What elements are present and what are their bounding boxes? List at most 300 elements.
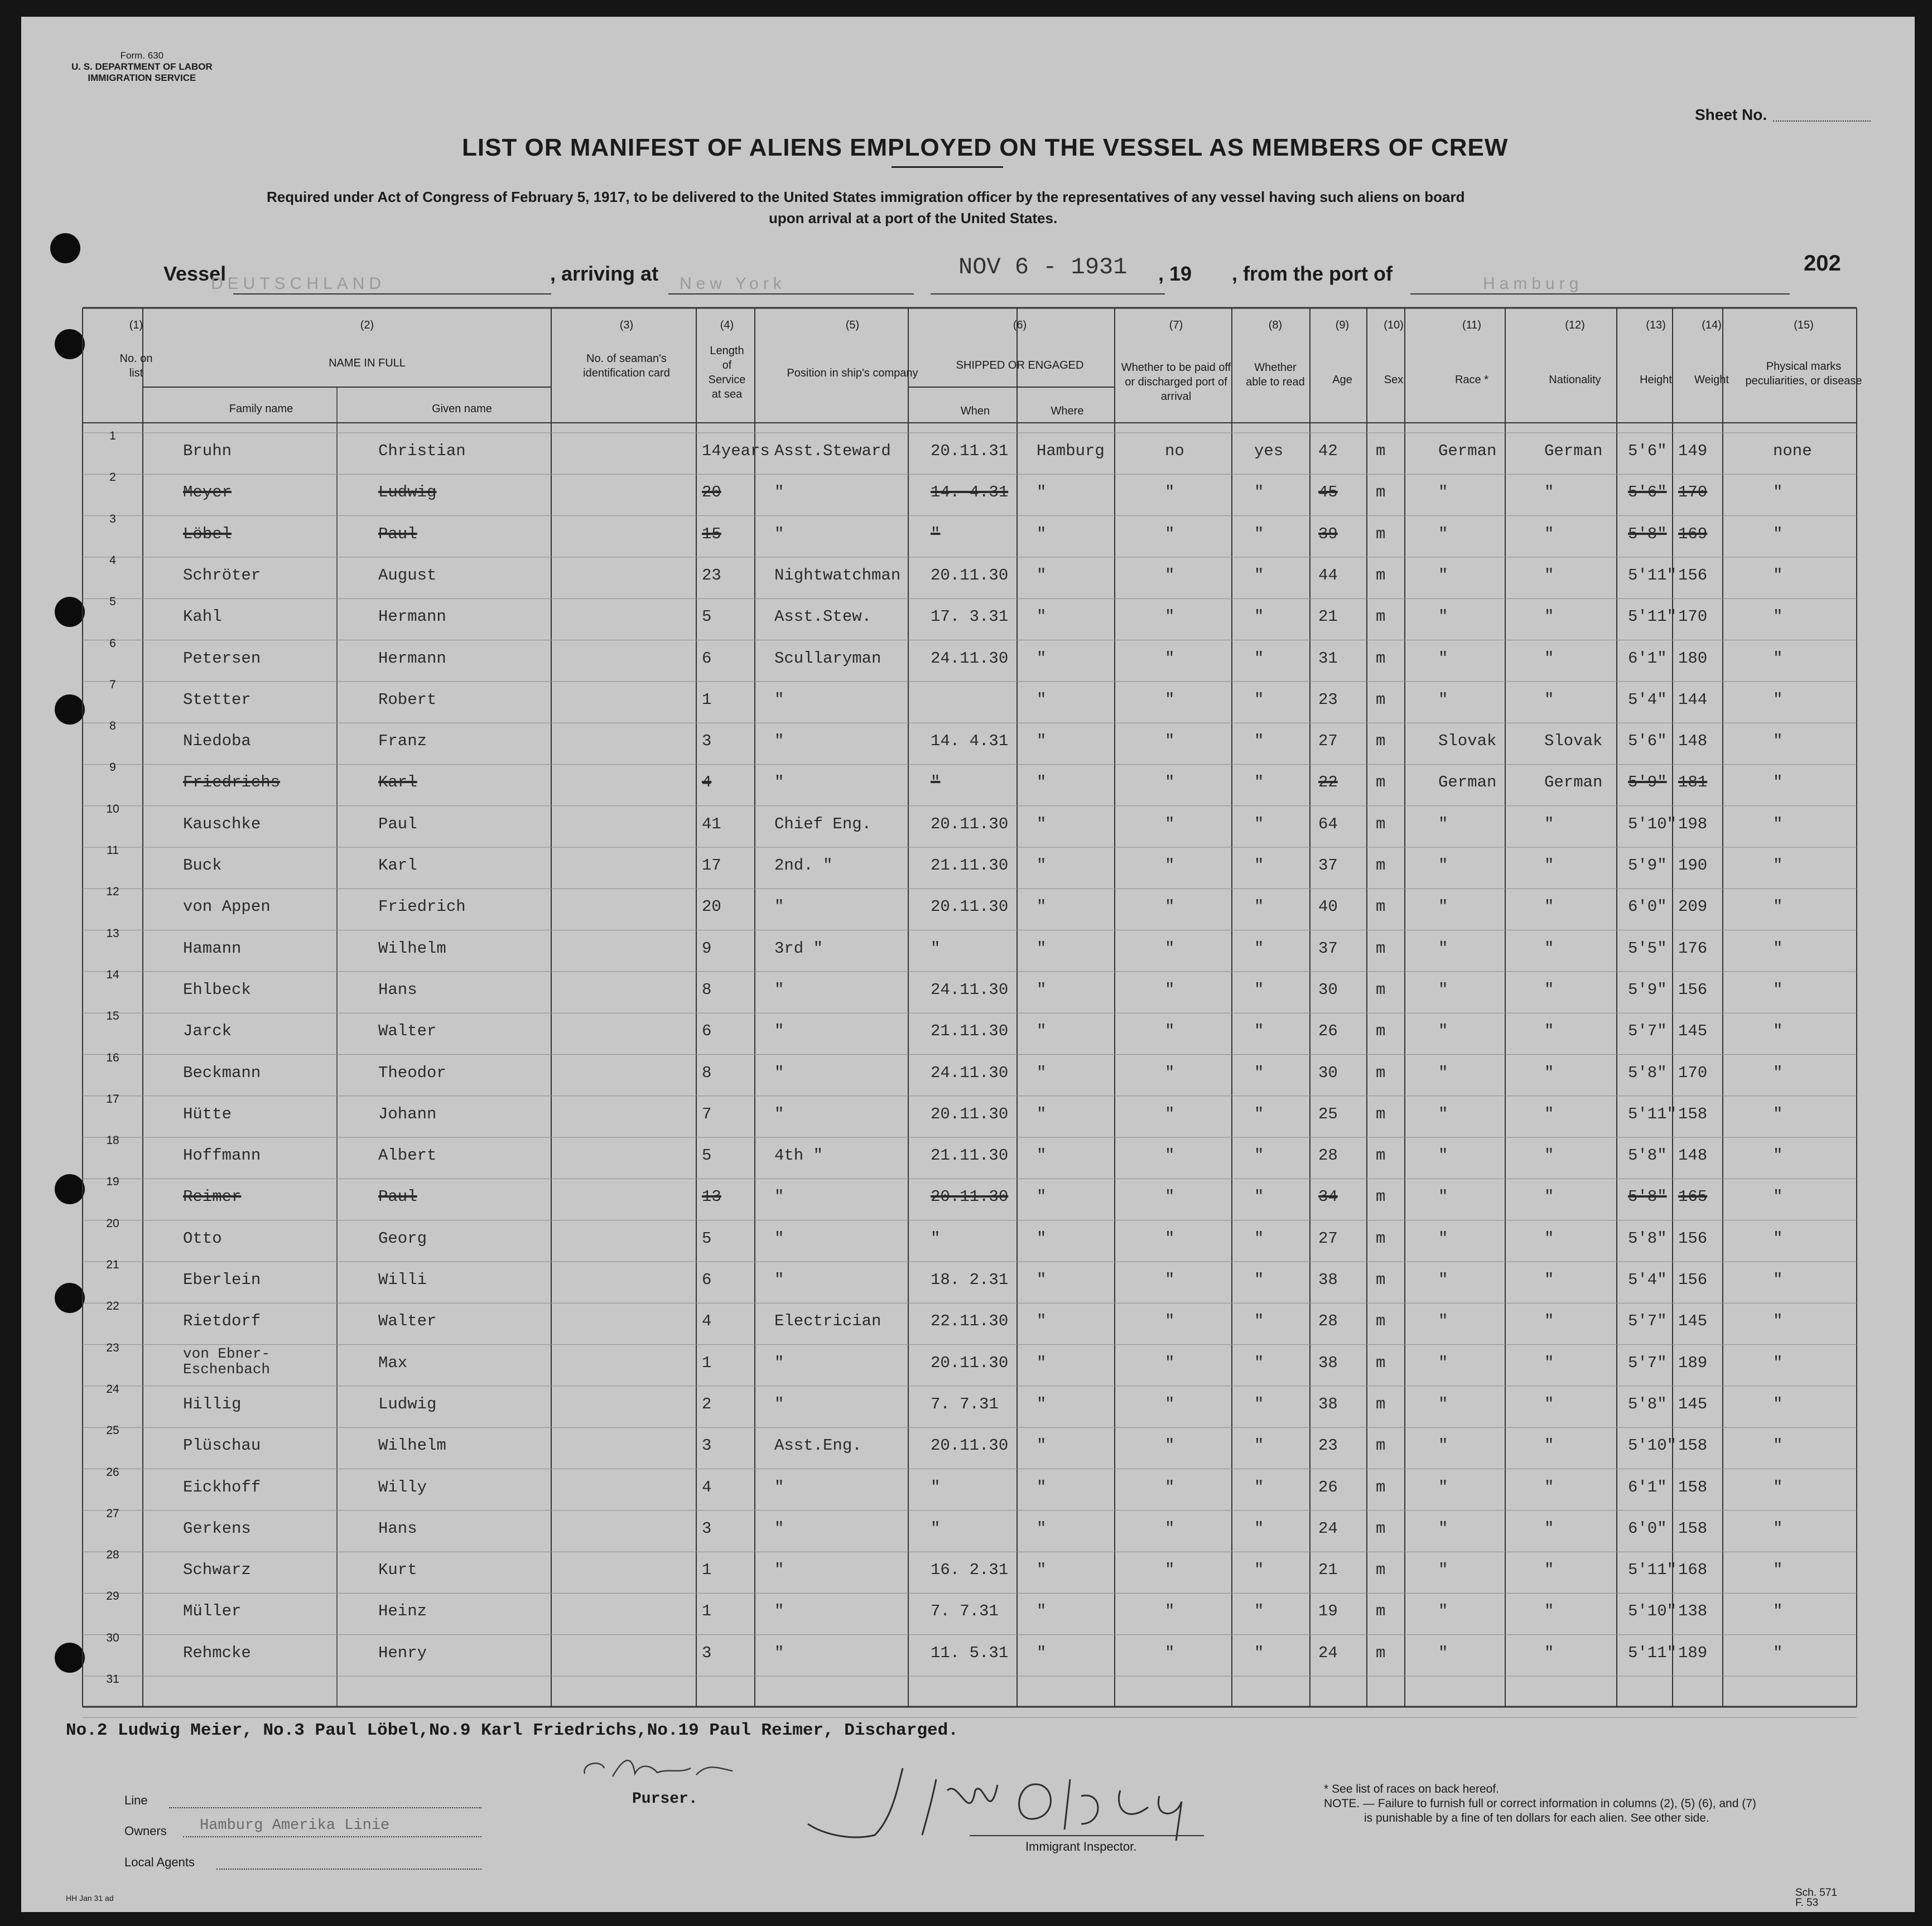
nationality-cell: ": [1544, 1146, 1554, 1165]
shipped-when-cell: ": [931, 524, 941, 543]
shipped-where-cell: ": [1037, 690, 1047, 709]
nationality-cell: ": [1544, 814, 1554, 833]
col-sex-header: Sex: [1384, 374, 1404, 386]
schedule-form: F. 53: [1795, 1897, 1819, 1909]
given-name-cell: Hermann: [378, 649, 446, 668]
year-label: , 19: [1158, 262, 1192, 285]
race-cell: ": [1438, 1104, 1448, 1123]
shipped-where-cell: ": [1037, 980, 1047, 999]
position-cell: ": [774, 1643, 784, 1662]
requirement-text: Required under Act of Congress of February 5, 1917, to be delivered to the United States immigration officer by the representatives of any vessel having such aliens on board: [267, 189, 1465, 205]
height-cell: 5'9": [1628, 980, 1667, 999]
sex-cell: m: [1376, 442, 1386, 460]
height-cell: 5'10": [1628, 1436, 1677, 1455]
height-cell: 5'6": [1628, 732, 1667, 751]
given-name-cell: Kurt: [378, 1561, 417, 1580]
nationality-cell: German: [1544, 773, 1603, 792]
family-name-cell: Kauschke: [183, 814, 261, 833]
table-row: [21, 761, 1915, 805]
paid-off-cell: ": [1165, 1104, 1175, 1123]
weight-cell: 170: [1678, 483, 1708, 502]
table-row: [21, 1175, 1915, 1220]
row-number-cell: 22: [106, 1300, 119, 1313]
physical-marks-cell: ": [1773, 483, 1783, 502]
height-cell: 5'6": [1628, 442, 1667, 460]
row-number-cell: 31: [106, 1673, 119, 1686]
table-row: [21, 1631, 1915, 1676]
family-name-cell: Otto: [183, 1229, 222, 1248]
position-cell: ": [774, 1394, 784, 1413]
position-cell: ": [774, 1104, 784, 1123]
physical-marks-cell: ": [1773, 649, 1783, 668]
position-cell: 4th ": [774, 1146, 823, 1165]
sex-cell: m: [1376, 690, 1386, 709]
given-name-cell: Max: [378, 1353, 408, 1372]
nationality-cell: ": [1544, 1478, 1554, 1497]
weight-cell: 156: [1678, 980, 1708, 999]
family-name-cell: Hoffmann: [183, 1146, 261, 1165]
given-name-cell: Willi: [378, 1271, 427, 1289]
able-to-read-cell: ": [1254, 814, 1264, 833]
family-name-cell: Schwarz: [183, 1561, 251, 1580]
table-row: [21, 1465, 1915, 1510]
able-to-read-cell: ": [1254, 690, 1264, 709]
col-position-header: Position in ship's company: [787, 367, 918, 379]
shipped-where-cell: ": [1037, 1353, 1047, 1372]
height-cell: 5'4": [1628, 1271, 1667, 1289]
race-cell: ": [1438, 1146, 1448, 1165]
height-cell: 5'7": [1628, 1312, 1667, 1331]
sex-cell: m: [1376, 897, 1386, 916]
length-of-service-cell: 1: [702, 1602, 712, 1621]
family-name-cell: Gerkens: [183, 1519, 251, 1538]
position-cell: ": [774, 1602, 784, 1621]
race-cell: ": [1438, 1271, 1448, 1289]
nationality-cell: ": [1544, 1022, 1554, 1041]
physical-marks-cell: ": [1773, 1519, 1783, 1538]
manifest-sheet: [21, 17, 1915, 1912]
physical-marks-cell: ": [1773, 1063, 1783, 1082]
position-cell: Asst.Eng.: [774, 1436, 862, 1455]
paid-off-cell: ": [1165, 856, 1175, 875]
position-cell: ": [774, 732, 784, 751]
length-of-service-cell: 6: [702, 1271, 712, 1289]
length-of-service-cell: 3: [702, 1519, 712, 1538]
position-cell: ": [774, 690, 784, 709]
height-cell: 5'11": [1628, 1561, 1677, 1580]
height-cell: 5'8": [1628, 1229, 1667, 1248]
height-cell: 5'9": [1628, 856, 1667, 875]
shipped-where-cell: ": [1037, 1643, 1047, 1662]
physical-marks-cell: ": [1773, 1146, 1783, 1165]
age-cell: 24: [1318, 1643, 1338, 1662]
shipped-when-cell: 11. 5.31: [931, 1643, 1009, 1662]
able-to-read-cell: ": [1254, 1146, 1264, 1165]
physical-marks-cell: ": [1773, 1602, 1783, 1621]
age-cell: 23: [1318, 690, 1338, 709]
nationality-cell: ": [1544, 607, 1554, 626]
height-cell: 5'6": [1628, 483, 1667, 502]
race-cell: ": [1438, 524, 1448, 543]
paid-off-cell: ": [1165, 1312, 1175, 1331]
shipped-where-cell: ": [1037, 939, 1047, 958]
sex-cell: m: [1376, 1394, 1386, 1413]
physical-marks-cell: ": [1773, 1312, 1783, 1331]
shipped-where-cell: ": [1037, 773, 1047, 792]
col10-number: (10): [1384, 319, 1404, 331]
table-row: [21, 1673, 1915, 1717]
shipped-when-cell: 21.11.30: [931, 1146, 1009, 1165]
family-name-cell: Rehmcke: [183, 1643, 251, 1662]
shipped-when-cell: 24.11.30: [931, 980, 1009, 999]
position-cell: ": [774, 773, 784, 792]
col-paid-off-header: Whether to be paid off or discharged port of arrival: [1121, 361, 1231, 403]
given-name-cell: Walter: [378, 1022, 437, 1041]
nationality-cell: ": [1544, 1643, 1554, 1662]
weight-cell: 169: [1678, 524, 1708, 543]
shipped-when-cell: 14. 4.31: [931, 732, 1009, 751]
sex-cell: m: [1376, 1188, 1386, 1206]
weight-cell: 158: [1678, 1104, 1708, 1123]
age-cell: 22: [1318, 773, 1338, 792]
weight-cell: 145: [1678, 1394, 1708, 1413]
age-cell: 40: [1318, 897, 1338, 916]
age-cell: 37: [1318, 939, 1338, 958]
height-cell: 5'5": [1628, 939, 1667, 958]
shipped-when-cell: 7. 7.31: [931, 1394, 999, 1413]
given-name-cell: Johann: [378, 1104, 437, 1123]
nationality-cell: ": [1544, 566, 1554, 585]
position-cell: ": [774, 1063, 784, 1082]
race-cell: Slovak: [1438, 732, 1497, 751]
given-name-cell: Franz: [378, 732, 427, 751]
length-of-service-cell: 41: [702, 814, 721, 833]
able-to-read-cell: ": [1254, 939, 1264, 958]
sex-cell: m: [1376, 1436, 1386, 1455]
race-cell: ": [1438, 856, 1448, 875]
row-number-cell: 4: [109, 553, 116, 567]
able-to-read-cell: ": [1254, 856, 1264, 875]
length-of-service-cell: 20: [702, 483, 721, 502]
shipped-when-cell: 20.11.30: [931, 1353, 1009, 1372]
col3-number: (3): [619, 319, 634, 331]
length-of-service-cell: 5: [702, 607, 712, 626]
weight-cell: 158: [1678, 1519, 1708, 1538]
row-number-cell: 17: [106, 1092, 119, 1106]
col-age-header: Age: [1332, 374, 1352, 386]
able-to-read-cell: ": [1254, 1436, 1264, 1455]
height-cell: 6'0": [1628, 1519, 1667, 1538]
paid-off-cell: ": [1165, 732, 1175, 751]
sex-cell: m: [1376, 814, 1386, 833]
shipped-where-cell: ": [1037, 1229, 1047, 1248]
race-cell: ": [1438, 607, 1448, 626]
given-name-cell: Karl: [378, 856, 417, 875]
line-label: Line: [124, 1793, 148, 1807]
shipped-where-cell: ": [1037, 856, 1047, 875]
able-to-read-cell: ": [1254, 649, 1264, 668]
weight-cell: 158: [1678, 1436, 1708, 1455]
given-name-cell: Wilhelm: [378, 939, 446, 958]
nationality-cell: ": [1544, 1602, 1554, 1621]
shipped-where-cell: ": [1037, 1104, 1047, 1123]
age-cell: 31: [1318, 649, 1338, 668]
line-field: [169, 1807, 481, 1808]
shipped-when-cell: 21.11.30: [931, 1022, 1009, 1041]
family-name-cell: Niedoba: [183, 732, 251, 751]
length-of-service-cell: 23: [702, 566, 721, 585]
physical-marks-cell: ": [1773, 814, 1783, 833]
requirement-text-2: upon arrival at a port of the United States.: [769, 210, 1058, 226]
able-to-read-cell: ": [1254, 773, 1264, 792]
able-to-read-cell: ": [1254, 1519, 1264, 1538]
shipped-when-cell: 20.11.31: [931, 442, 1009, 460]
length-of-service-cell: 4: [702, 773, 712, 792]
given-name-cell: Walter: [378, 1312, 437, 1331]
physical-marks-cell: ": [1773, 1561, 1783, 1580]
table-row: [21, 1300, 1915, 1344]
given-name-cell: Albert: [378, 1146, 437, 1165]
weight-cell: 145: [1678, 1022, 1708, 1041]
footnote-block: [1324, 1782, 1756, 1826]
able-to-read-cell: ": [1254, 897, 1264, 916]
family-name-cell: von Appen: [183, 897, 271, 916]
family-name-cell: Ehlbeck: [183, 980, 251, 999]
table-row: [21, 1548, 1915, 1593]
shipped-where-cell: ": [1037, 1063, 1047, 1082]
penalty-note-2: is punishable by a fine of ten dollars for each alien. See other side.: [1364, 1812, 1709, 1824]
table-row: [21, 471, 1915, 515]
nationality-cell: ": [1544, 856, 1554, 875]
paid-off-cell: ": [1165, 566, 1175, 585]
age-cell: 23: [1318, 1436, 1338, 1455]
shipped-where-cell: ": [1037, 1312, 1047, 1331]
weight-cell: 156: [1678, 1271, 1708, 1289]
family-name-cell: Stetter: [183, 690, 251, 709]
physical-marks-cell: ": [1773, 1271, 1783, 1289]
row-number-cell: 16: [106, 1051, 119, 1064]
col-weight-header: Weight: [1694, 374, 1729, 386]
age-cell: 30: [1318, 1063, 1338, 1082]
row-number-cell: 15: [106, 1010, 119, 1023]
position-cell: ": [774, 483, 784, 502]
col8-number: (8): [1268, 319, 1283, 331]
shipped-where-cell: ": [1037, 607, 1047, 626]
position-cell: ": [774, 1519, 784, 1538]
race-cell: ": [1438, 1022, 1448, 1041]
paid-off-cell: ": [1165, 1478, 1175, 1497]
sex-cell: m: [1376, 1478, 1386, 1497]
page-title: LIST OR MANIFEST OF ALIENS EMPLOYED ON THE VESSEL AS MEMBERS OF CREW: [462, 134, 1509, 161]
row-number-cell: 24: [106, 1382, 119, 1396]
row-number-cell: 8: [109, 720, 116, 733]
given-name-cell: Christian: [378, 442, 466, 460]
given-name-cell: Theodor: [378, 1063, 446, 1082]
shipped-when-cell: 16. 2.31: [931, 1561, 1009, 1580]
table-row: [21, 926, 1915, 972]
race-cell: ": [1438, 939, 1448, 958]
nationality-cell: ": [1544, 939, 1554, 958]
position-cell: ": [774, 1561, 784, 1580]
family-name-cell: Hamann: [183, 939, 242, 958]
length-of-service-cell: 9: [702, 939, 712, 958]
col-nationality-header: Nationality: [1549, 374, 1601, 386]
table-row: [21, 968, 1915, 1013]
height-cell: 5'4": [1628, 690, 1667, 709]
length-of-service-cell: 7: [702, 1104, 712, 1123]
row-number-cell: 10: [106, 802, 119, 815]
sex-cell: m: [1376, 732, 1386, 751]
table-row: [21, 1092, 1915, 1137]
paid-off-cell: ": [1165, 1146, 1175, 1165]
given-name-cell: Willy: [378, 1478, 427, 1497]
paid-off-cell: ": [1165, 483, 1175, 502]
discharged-note: No.2 Ludwig Meier, No.3 Paul Löbel,No.9 Karl Friedrichs,No.19 Paul Reimer, Discharged.: [66, 1721, 958, 1740]
sex-cell: m: [1376, 1271, 1386, 1289]
table-row: [21, 1341, 1915, 1386]
position-cell: 3rd ": [774, 939, 823, 958]
family-name-cell: Jarck: [183, 1022, 232, 1041]
nationality-cell: ": [1544, 1519, 1554, 1538]
age-cell: 27: [1318, 732, 1338, 751]
age-cell: 19: [1318, 1602, 1338, 1621]
able-to-read-cell: ": [1254, 1394, 1264, 1413]
paid-off-cell: ": [1165, 1519, 1175, 1538]
length-of-service-cell: 1: [702, 690, 712, 709]
table-row: [21, 802, 1915, 847]
table-row: [21, 885, 1915, 930]
position-cell: ": [774, 1271, 784, 1289]
age-cell: 44: [1318, 566, 1338, 585]
given-name-cell: Georg: [378, 1229, 427, 1248]
family-name-cell: Müller: [183, 1602, 242, 1621]
age-cell: 26: [1318, 1022, 1338, 1041]
table-row: [21, 844, 1915, 889]
col-name-header: NAME IN FULL: [329, 357, 406, 369]
length-of-service-cell: 1: [702, 1561, 712, 1580]
row-number-cell: 14: [106, 968, 119, 981]
sex-cell: m: [1376, 1561, 1386, 1580]
able-to-read-cell: ": [1254, 1602, 1264, 1621]
nationality-cell: ": [1544, 1394, 1554, 1413]
paid-off-cell: ": [1165, 773, 1175, 792]
shipped-where-cell: ": [1037, 1561, 1047, 1580]
physical-marks-cell: ": [1773, 1436, 1783, 1455]
col12-number: (12): [1565, 319, 1585, 331]
paid-off-cell: ": [1165, 1353, 1175, 1372]
weight-cell: 165: [1678, 1188, 1708, 1206]
shipped-when-cell: 20.11.30: [931, 1436, 1009, 1455]
physical-marks-cell: ": [1773, 1394, 1783, 1413]
paid-off-cell: ": [1165, 690, 1175, 709]
physical-marks-cell: ": [1773, 897, 1783, 916]
nationality-cell: ": [1544, 1229, 1554, 1248]
able-to-read-cell: ": [1254, 980, 1264, 999]
weight-cell: 209: [1678, 897, 1708, 916]
weight-cell: 180: [1678, 649, 1708, 668]
shipped-where-cell: ": [1037, 1602, 1047, 1621]
shipped-when-cell: 20.11.30: [931, 897, 1009, 916]
height-cell: 5'10": [1628, 1602, 1677, 1621]
race-cell: ": [1438, 690, 1448, 709]
table-row: [21, 1507, 1915, 1552]
height-cell: 5'11": [1628, 1643, 1677, 1662]
position-cell: 2nd. ": [774, 856, 833, 875]
sex-cell: m: [1376, 939, 1386, 958]
row-number-cell: 9: [109, 761, 116, 774]
height-cell: 5'8": [1628, 1394, 1667, 1413]
table-row: [21, 1382, 1915, 1427]
family-name-cell: Friedrichs: [183, 773, 281, 792]
physical-marks-cell: ": [1773, 1022, 1783, 1041]
weight-cell: 181: [1678, 773, 1708, 792]
row-number-cell: 19: [106, 1175, 119, 1189]
departure-port: Hamburg: [1483, 274, 1583, 293]
given-name-cell: Hermann: [378, 607, 446, 626]
nationality-cell: ": [1544, 690, 1554, 709]
position-cell: ": [774, 1022, 784, 1041]
shipped-where-cell: ": [1037, 1271, 1047, 1289]
shipped-where-cell: ": [1037, 1146, 1047, 1165]
length-of-service-cell: 6: [702, 1022, 712, 1041]
given-name-cell: Paul: [378, 814, 417, 833]
physical-marks-cell: ": [1773, 980, 1783, 999]
shipped-when-cell: 24.11.30: [931, 1063, 1009, 1082]
sex-cell: m: [1376, 856, 1386, 875]
paid-off-cell: ": [1165, 607, 1175, 626]
given-name-cell: Paul: [378, 524, 417, 543]
family-name-cell: Reimer: [183, 1188, 242, 1206]
owners-value: Hamburg Amerika Linie: [200, 1817, 390, 1834]
given-name-cell: Robert: [378, 690, 437, 709]
col-when-header: When: [960, 405, 990, 417]
paid-off-cell: ": [1165, 897, 1175, 916]
nationality-cell: ": [1544, 1063, 1554, 1082]
paid-off-cell: ": [1165, 1436, 1175, 1455]
nationality-cell: ": [1544, 980, 1554, 999]
sex-cell: m: [1376, 1022, 1386, 1041]
col5-number: (5): [845, 319, 860, 331]
col2-number: (2): [360, 319, 374, 331]
family-name-cell: Hillig: [183, 1394, 242, 1413]
race-cell: ": [1438, 1394, 1448, 1413]
weight-cell: 170: [1678, 607, 1708, 626]
race-cell: ": [1438, 1436, 1448, 1455]
table-row: [21, 553, 1915, 598]
race-cell: ": [1438, 814, 1448, 833]
table-row: [21, 678, 1915, 723]
col-id-card-header: No. of seaman's identification card: [583, 353, 670, 379]
nationality-cell: ": [1544, 1104, 1554, 1123]
col-race-header: Race *: [1454, 374, 1489, 386]
col15-number: (15): [1794, 319, 1814, 331]
given-name-cell: August: [378, 566, 437, 585]
row-number-cell: 21: [106, 1258, 119, 1271]
position-cell: ": [774, 1188, 784, 1206]
shipped-where-cell: ": [1037, 566, 1047, 585]
nationality-cell: ": [1544, 1561, 1554, 1580]
row-number-cell: 1: [109, 429, 116, 442]
age-cell: 38: [1318, 1271, 1338, 1289]
height-cell: 5'8": [1628, 1188, 1667, 1206]
col-family-name-header: Family name: [229, 403, 293, 415]
shipped-where-cell: ": [1037, 524, 1047, 543]
paid-off-cell: ": [1165, 1188, 1175, 1206]
paid-off-cell: ": [1165, 1022, 1175, 1041]
race-cell: ": [1438, 1519, 1448, 1538]
col-no-header: No. on list: [119, 353, 153, 379]
col-given-name-header: Given name: [432, 403, 492, 415]
